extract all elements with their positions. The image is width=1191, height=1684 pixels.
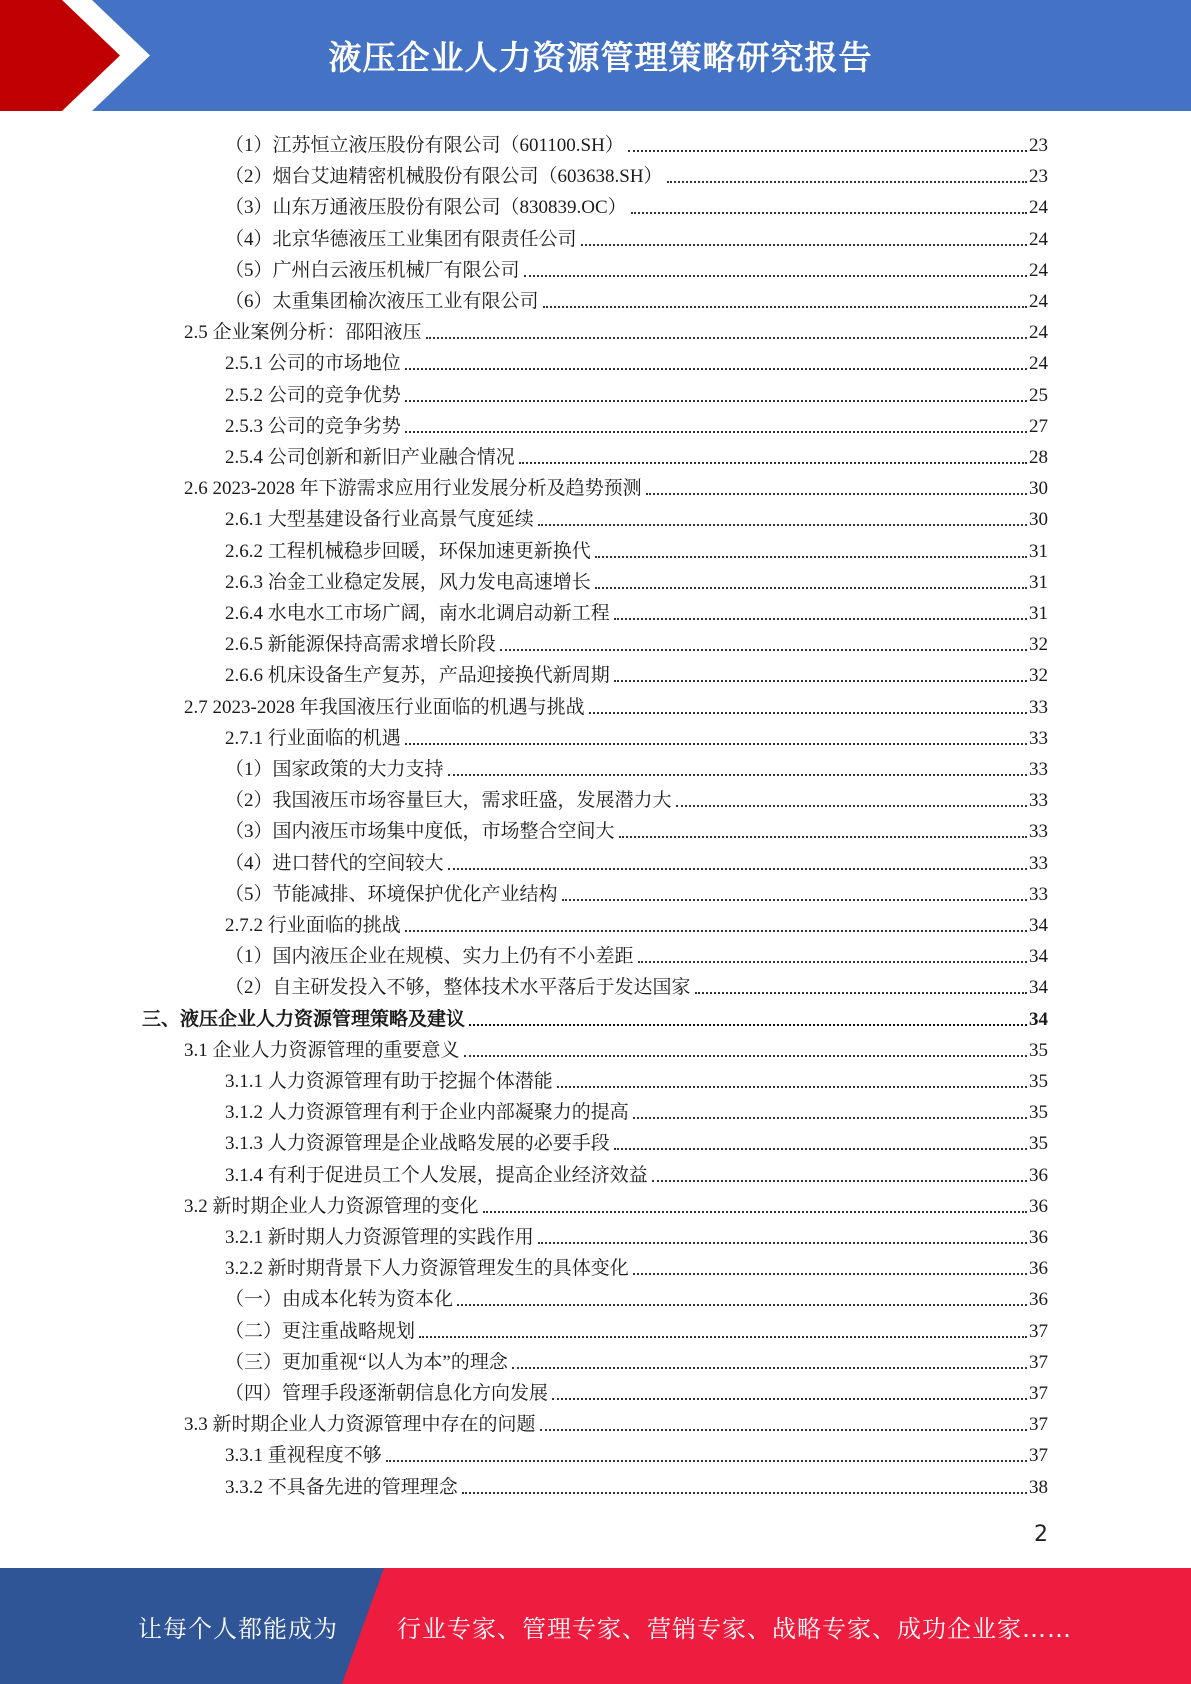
footer-slogan-right: 行业专家、管理专家、营销专家、战略专家、成功企业家…… [397, 1614, 1072, 1643]
toc-dot-leader [614, 617, 1027, 620]
toc-entry-page: 37 [1029, 1383, 1048, 1404]
toc-entry-page: 33 [1029, 696, 1048, 718]
toc-entry[interactable] [225, 1158, 1048, 1188]
toc-entry-label: 2.5.3 公司的竞争劣势 [225, 415, 401, 437]
toc-entry-label: （5）节能减排、环境保护优化产业结构 [225, 883, 558, 905]
toc-entry-page: 33 [1029, 821, 1048, 843]
toc-entry-label: 3.2.1 新时期人力资源管理的实践作用 [225, 1227, 534, 1248]
toc-dot-leader [419, 1335, 1027, 1338]
toc-entry-label: 3.1.3 人力资源管理是企业战略发展的必要手段 [225, 1133, 610, 1155]
toc-entry-label: 3.1.4 有利于促进员工个人发展，提高企业经济效益 [225, 1164, 648, 1186]
toc-dot-leader [405, 430, 1027, 433]
toc-entry[interactable] [225, 284, 1048, 314]
toc-entry-page: 33 [1029, 852, 1048, 874]
toc-entry-label: （4）进口替代的空间较大 [225, 852, 444, 874]
page-number: 2 [1034, 1522, 1048, 1547]
toc-dot-leader [552, 1397, 1027, 1400]
toc-entry[interactable] [225, 596, 1048, 626]
toc-dot-leader [500, 648, 1027, 651]
toc-dot-leader [652, 1179, 1027, 1182]
toc-dot-leader [426, 336, 1027, 339]
toc-entry-page: 37 [1029, 1320, 1048, 1342]
toc-entry-label: （1）国家政策的大力支持 [225, 759, 444, 780]
toc-entry-label: （三）更加重视“以人为本”的理念 [225, 1351, 508, 1373]
toc-entry-page: 35 [1029, 1133, 1048, 1155]
toc-dot-leader [667, 180, 1027, 183]
toc-entry-page: 34 [1029, 946, 1048, 968]
toc-entry-page: 27 [1029, 415, 1048, 437]
toc-dot-leader [595, 555, 1027, 558]
toc-entry-page: 32 [1029, 665, 1048, 687]
toc-dot-leader [631, 211, 1027, 214]
document-title: 液压企业人力资源管理策略研究报告 [328, 38, 873, 77]
toc-entry-page: 23 [1029, 166, 1048, 188]
toc-dot-leader [619, 835, 1027, 838]
toc-dot-leader [695, 991, 1027, 994]
toc-dot-leader [562, 898, 1027, 901]
toc-entry-label: 3.3.1 重视程度不够 [225, 1445, 382, 1467]
toc-entry[interactable] [225, 440, 1048, 470]
toc-entry-label: （1）江苏恒立液压股份有限公司（601100.SH） [225, 135, 624, 156]
toc-entry-page: 32 [1029, 634, 1048, 656]
toc-entry-label: 2.6.5 新能源保持高需求增长阶段 [225, 634, 496, 656]
toc-entry[interactable] [225, 783, 1048, 813]
toc-entry[interactable] [184, 690, 1048, 720]
toc-entry[interactable] [142, 1002, 1048, 1032]
toc-entry-page: 34 [1029, 915, 1048, 936]
toc-entry[interactable] [225, 1470, 1048, 1500]
toc-entry-page: 33 [1029, 759, 1048, 780]
toc-dot-leader [540, 1428, 1027, 1431]
toc-dot-leader [464, 1054, 1027, 1057]
toc-entry-label: 3.2 新时期企业人力资源管理的变化 [184, 1195, 479, 1217]
toc-entry[interactable] [225, 1314, 1048, 1344]
toc-entry[interactable] [225, 565, 1048, 595]
toc-entry-label: （3）国内液压市场集中度低，市场整合空间大 [225, 821, 615, 843]
toc-entry-label: 3.1.1 人力资源管理有助于挖掘个体潜能 [225, 1071, 553, 1092]
toc-entry-label: 2.6.2 工程机械稳步回暖，环保加速更新换代 [225, 540, 591, 562]
toc-entry-label: （一）由成本化转为资本化 [225, 1289, 454, 1311]
toc-entry[interactable] [225, 1438, 1048, 1468]
toc-entry[interactable] [225, 502, 1048, 532]
toc-entry-label: （四）管理手段逐渐朝信息化方向发展 [225, 1383, 549, 1404]
toc-entry-page: 36 [1029, 1258, 1048, 1280]
toc-entry-label: （3）山东万通液压股份有限公司（830839.OC） [225, 197, 627, 219]
toc-entry-page: 37 [1029, 1414, 1048, 1436]
toc-entry-page: 35 [1029, 1102, 1048, 1124]
toc-entry[interactable] [184, 315, 1048, 345]
toc-dot-leader [595, 586, 1027, 589]
toc-entry-page: 24 [1029, 228, 1048, 250]
toc-entry[interactable] [225, 752, 1048, 782]
toc-entry-label: （2）自主研发投入不够，整体技术水平落后于发达国家 [225, 977, 691, 999]
toc-entry-label: （2）烟台艾迪精密机械股份有限公司（603638.SH） [225, 166, 663, 188]
toc-entry-page: 36 [1029, 1227, 1048, 1248]
toc-entry-page: 24 [1029, 197, 1048, 219]
toc-dot-leader [386, 1459, 1027, 1462]
toc-entry-page: 31 [1029, 571, 1048, 593]
toc-entry-label: 2.7.2 行业面临的挑战 [225, 915, 401, 936]
toc-entry-page: 37 [1029, 1351, 1048, 1373]
toc-entry[interactable] [184, 1033, 1048, 1063]
toc-dot-leader [543, 305, 1027, 308]
toc-entry-page: 30 [1029, 478, 1048, 500]
toc-dot-leader [646, 492, 1027, 495]
toc-dot-leader [469, 1023, 1027, 1026]
toc-entry[interactable] [184, 471, 1048, 501]
toc-entry-label: 2.5 企业案例分析：邵阳液压 [184, 322, 422, 344]
toc-dot-leader [614, 679, 1027, 682]
toc-dot-leader [538, 523, 1027, 526]
toc-entry-label: （1）国内液压企业在规模、实力上仍有不小差距 [225, 946, 634, 968]
toc-entry-page: 35 [1029, 1039, 1048, 1061]
toc-entry[interactable] [225, 721, 1048, 751]
toc-entry[interactable] [184, 1407, 1048, 1437]
toc-dot-leader [676, 804, 1027, 807]
toc-entry[interactable] [225, 1095, 1048, 1125]
toc-dot-leader [448, 867, 1027, 870]
toc-entry-page: 24 [1029, 259, 1048, 281]
toc-dot-leader [405, 742, 1027, 745]
toc-entry-page: 33 [1029, 727, 1048, 749]
toc-entry[interactable] [225, 970, 1048, 1000]
toc-entry-page: 33 [1029, 790, 1048, 812]
toc-entry[interactable] [225, 534, 1048, 564]
toc-entry-page: 24 [1029, 291, 1048, 312]
toc-entry-label: 3.3.2 不具备先进的管理理念 [225, 1476, 458, 1498]
toc-entry[interactable] [225, 346, 1048, 376]
toc-entry[interactable] [225, 877, 1048, 907]
toc-entry-page: 24 [1029, 353, 1048, 375]
toc-dot-leader [524, 274, 1027, 277]
toc-entry-page: 23 [1029, 135, 1048, 156]
toc-dot-leader [448, 773, 1027, 776]
toc-entry[interactable] [225, 253, 1048, 283]
toc-dot-leader [405, 399, 1027, 402]
toc-entry-page: 36 [1029, 1164, 1048, 1186]
toc-entry[interactable] [225, 1345, 1048, 1375]
toc-entry[interactable] [225, 159, 1048, 189]
toc-entry-page: 38 [1029, 1476, 1048, 1498]
toc-dot-leader [638, 960, 1027, 963]
toc-entry-label: 2.6 2023-2028 年下游需求应用行业发展分析及趋势预测 [184, 478, 642, 500]
toc-dot-leader [462, 1491, 1027, 1494]
toc-dot-leader [538, 1241, 1027, 1244]
toc-entry-page: 31 [1029, 540, 1048, 562]
toc-entry-label: 3.3 新时期企业人力资源管理中存在的问题 [184, 1414, 536, 1436]
toc-entry-label: 2.5.1 公司的市场地位 [225, 353, 401, 375]
toc-entry[interactable] [225, 409, 1048, 439]
toc-entry[interactable] [225, 1282, 1048, 1312]
toc-entry-page: 37 [1029, 1445, 1048, 1467]
toc-entry-label: （6）太重集团榆次液压工业有限公司 [225, 291, 539, 312]
toc-entry-page: 34 [1029, 1008, 1048, 1030]
toc-entry[interactable] [225, 378, 1048, 408]
toc-entry-label: （二）更注重战略规划 [225, 1320, 416, 1342]
toc-entry[interactable] [225, 627, 1048, 657]
toc-entry[interactable] [225, 1251, 1048, 1281]
toc-entry[interactable] [225, 658, 1048, 688]
toc-entry[interactable] [225, 1220, 1048, 1250]
toc-dot-leader [633, 1272, 1027, 1275]
toc-entry-page: 34 [1029, 977, 1048, 999]
toc-entry-page: 36 [1029, 1289, 1048, 1311]
toc-entry-label: 2.6.4 水电水工市场广阔，南水北调启动新工程 [225, 603, 610, 624]
toc-dot-leader [512, 1366, 1027, 1369]
footer-slogan-left: 让每个人都能成为 [138, 1614, 338, 1643]
toc-entry-label: 3.1 企业人力资源管理的重要意义 [184, 1039, 460, 1061]
toc-entry-label: 3.2.2 新时期背景下人力资源管理发生的具体变化 [225, 1258, 629, 1280]
toc-entry[interactable] [225, 128, 1048, 158]
toc-entry[interactable] [225, 1376, 1048, 1406]
toc-entry-label: 3.1.2 人力资源管理有利于企业内部凝聚力的提高 [225, 1102, 629, 1124]
toc-entry-page: 25 [1029, 384, 1048, 406]
toc-entry-label: 2.5.2 公司的竞争优势 [225, 384, 401, 406]
toc-entry-label: 三、液压企业人力资源管理策略及建议 [142, 1008, 466, 1030]
toc-entry-page: 24 [1029, 322, 1048, 344]
toc-entry[interactable] [225, 846, 1048, 876]
toc-dot-leader [628, 149, 1027, 152]
toc-entry[interactable] [225, 190, 1048, 220]
toc-entry-label: 2.6.3 冶金工业稳定发展，风力发电高速增长 [225, 571, 591, 593]
toc-entry-label: 2.5.4 公司创新和新旧产业融合情况 [225, 447, 515, 468]
toc-entry-page: 28 [1029, 447, 1048, 468]
toc-entry-page: 30 [1029, 509, 1048, 531]
toc-entry-label: （4）北京华德液压工业集团有限责任公司 [225, 228, 577, 250]
toc-dot-leader [483, 1210, 1027, 1213]
toc-entry[interactable] [225, 908, 1048, 938]
toc-dot-leader [614, 1147, 1027, 1150]
toc-dot-leader [557, 1085, 1027, 1088]
toc-entry[interactable] [184, 1189, 1048, 1219]
toc-entry-page: 36 [1029, 1195, 1048, 1217]
page-footer [0, 1568, 1191, 1684]
toc-entry-label: 2.7 2023-2028 年我国液压行业面临的机遇与挑战 [184, 696, 585, 718]
toc-dot-leader [589, 711, 1027, 714]
toc-dot-leader [405, 367, 1027, 370]
toc-entry-label: （2）我国液压市场容量巨大，需求旺盛，发展潜力大 [225, 790, 672, 812]
toc-dot-leader [581, 243, 1027, 246]
toc-dot-leader [457, 1303, 1027, 1306]
toc-dot-leader [519, 461, 1027, 464]
toc-entry-page: 33 [1029, 883, 1048, 905]
page-header [0, 0, 1191, 111]
toc-entry[interactable] [225, 814, 1048, 844]
toc-entry[interactable] [225, 939, 1048, 969]
toc-dot-leader [405, 929, 1027, 932]
toc-entry-label: 2.7.1 行业面临的机遇 [225, 727, 401, 749]
toc-entry-page: 31 [1029, 603, 1048, 624]
toc-dot-leader [633, 1116, 1027, 1119]
toc-entry[interactable] [225, 1064, 1048, 1094]
toc-entry[interactable] [225, 1126, 1048, 1156]
toc-entry-label: 2.6.6 机床设备生产复苏，产品迎接换代新周期 [225, 665, 610, 687]
toc-entry-label: 2.6.1 大型基建设备行业高景气度延续 [225, 509, 534, 531]
toc-entry-page: 35 [1029, 1071, 1048, 1092]
toc-entry[interactable] [225, 222, 1048, 252]
toc-entry-label: （5）广州白云液压机械厂有限公司 [225, 259, 520, 281]
